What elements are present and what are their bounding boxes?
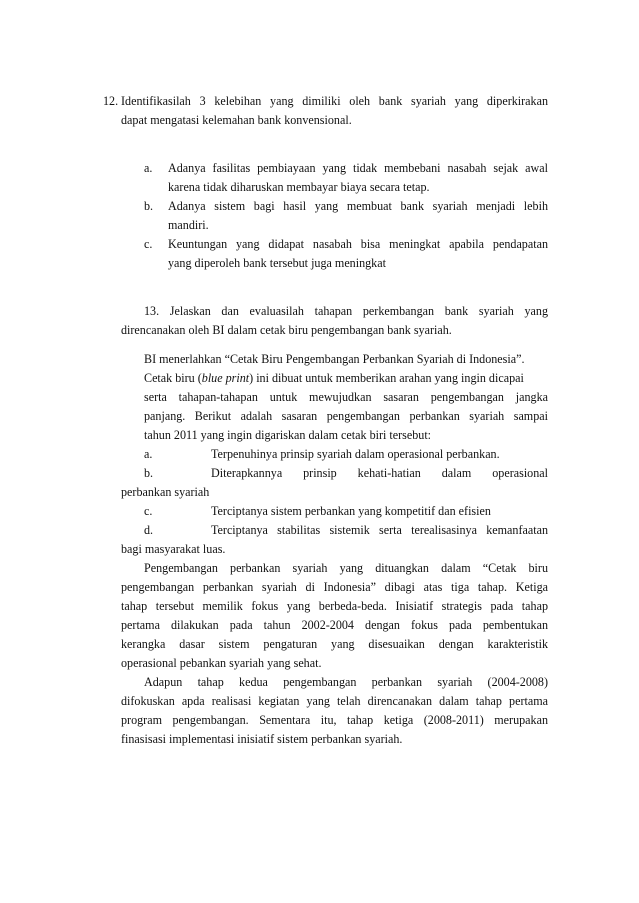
goal-d-marker: d.	[144, 523, 154, 537]
answer-p1-line3: serta tahapan-tahapan untuk mewujudkan sasaran pengembangan jangka	[144, 390, 548, 404]
q12-item-c-line1: Keuntungan yang didapat nasabah bisa meningkat apabila pendapatan	[168, 237, 548, 251]
goal-d-text: Terciptanya stabilitas sistemik serta terealisasinya kemanfaatan	[211, 523, 548, 537]
answer-p1-line5: tahun 2011 yang ingin digariskan dalam cetak biri tersebut:	[144, 428, 432, 442]
q12-item-b-marker: b.	[144, 199, 154, 213]
q12-text-line1: Identifikasilah 3 kelebihan yang dimiliki oleh bank syariah yang diperkirakan	[121, 94, 548, 108]
q12-item-c-marker: c.	[144, 237, 153, 251]
blue-print-term: blue print	[201, 371, 250, 385]
goal-b-word: prinsip	[303, 466, 337, 480]
q12-text-line2: dapat mengatasi kelemahan bank konvensional.	[121, 113, 352, 127]
q12-item-a-marker: a.	[144, 161, 153, 175]
answer-p2-line6: operasional pebankan syariah yang sehat.	[121, 656, 322, 670]
q12-item-b-line1: Adanya sistem bagi hasil yang membuat bank syariah menjadi lebih	[168, 199, 548, 213]
answer-p2-line5: kerangka dasar sistem pengaturan yang disesuaikan dengan karakteristik	[121, 637, 548, 651]
answer-p3-line4: finasisasi implementasi inisiatif sistem perbankan syariah.	[121, 732, 403, 746]
q12-number: 12.	[103, 94, 119, 108]
answer-p1-line2-post: ) ini dibuat untuk memberikan arahan yang ingin dicapai	[249, 371, 524, 385]
goal-c-marker: c.	[144, 504, 153, 518]
goal-b-word: operasional	[492, 466, 548, 480]
goal-b-word: dalam	[441, 466, 472, 480]
answer-p1-line4: panjang. Berikut adalah sasaran pengembangan perbankan syariah sampai	[144, 409, 548, 423]
goal-a-marker: a.	[144, 447, 153, 461]
answer-p2-line4: pertama dilakukan pada tahun 2002-2004 dengan fokus pada pembentukan	[121, 618, 548, 632]
answer-p1-line2	[144, 369, 524, 388]
answer-p1-line2-pre: Cetak biru (	[144, 371, 202, 385]
answer-p2-line2: pengembangan perbankan syariah di Indonesia” dibagi atas tiga tahap. Ketiga	[121, 580, 548, 594]
answer-p1-line1: BI menerlahkan “Cetak Biru Pengembangan Perbankan Syariah di Indonesia”.	[144, 352, 525, 366]
q12-item-b-line2: mandiri.	[168, 218, 209, 232]
q12-item-a-line2: karena tidak diharuskan membayar biaya secara tetap.	[168, 180, 430, 194]
goal-b-word: kehati-hatian	[357, 466, 421, 480]
answer-p2-line3: tahap tersebut memilik fokus yang berbeda-beda. Inisiatif strategis pada tahap	[121, 599, 548, 613]
goal-b-word: Diterapkannya	[211, 466, 283, 480]
q13-text-line2: direncanakan oleh BI dalam cetak biru pengembangan bank syariah.	[121, 323, 452, 337]
goal-b-text	[211, 464, 548, 483]
q12-item-c-line2: yang diperoleh bank tersebut juga meningkat	[168, 256, 386, 270]
q12-item-a-line1: Adanya fasilitas pembiayaan yang tidak membebani nasabah sejak awal	[168, 161, 548, 175]
goal-a-text: Terpenuhinya prinsip syariah dalam operasional perbankan.	[211, 447, 500, 461]
goal-b-marker: b.	[144, 466, 154, 480]
goal-d-continuation: bagi masyarakat luas.	[121, 542, 226, 556]
answer-p3-line1: Adapun tahap kedua pengembangan perbankan syariah (2004-2008)	[144, 675, 548, 689]
goal-c-text: Terciptanya sistem perbankan yang kompetitif dan efisien	[211, 504, 491, 518]
answer-p3-line2: difokuskan apda realisasi kegiatan yang telah direncanakan dalam tahap pertama	[121, 694, 548, 708]
answer-p2-line1: Pengembangan perbankan syariah yang dituangkan dalam “Cetak biru	[144, 561, 548, 575]
answer-p3-line3: program pengembangan. Sementara itu, tahap ketiga (2008-2011) merupakan	[121, 713, 548, 727]
q13-text-line1: 13. Jelaskan dan evaluasilah tahapan perkembangan bank syariah yang	[144, 304, 548, 318]
goal-b-continuation: perbankan syariah	[121, 485, 210, 499]
